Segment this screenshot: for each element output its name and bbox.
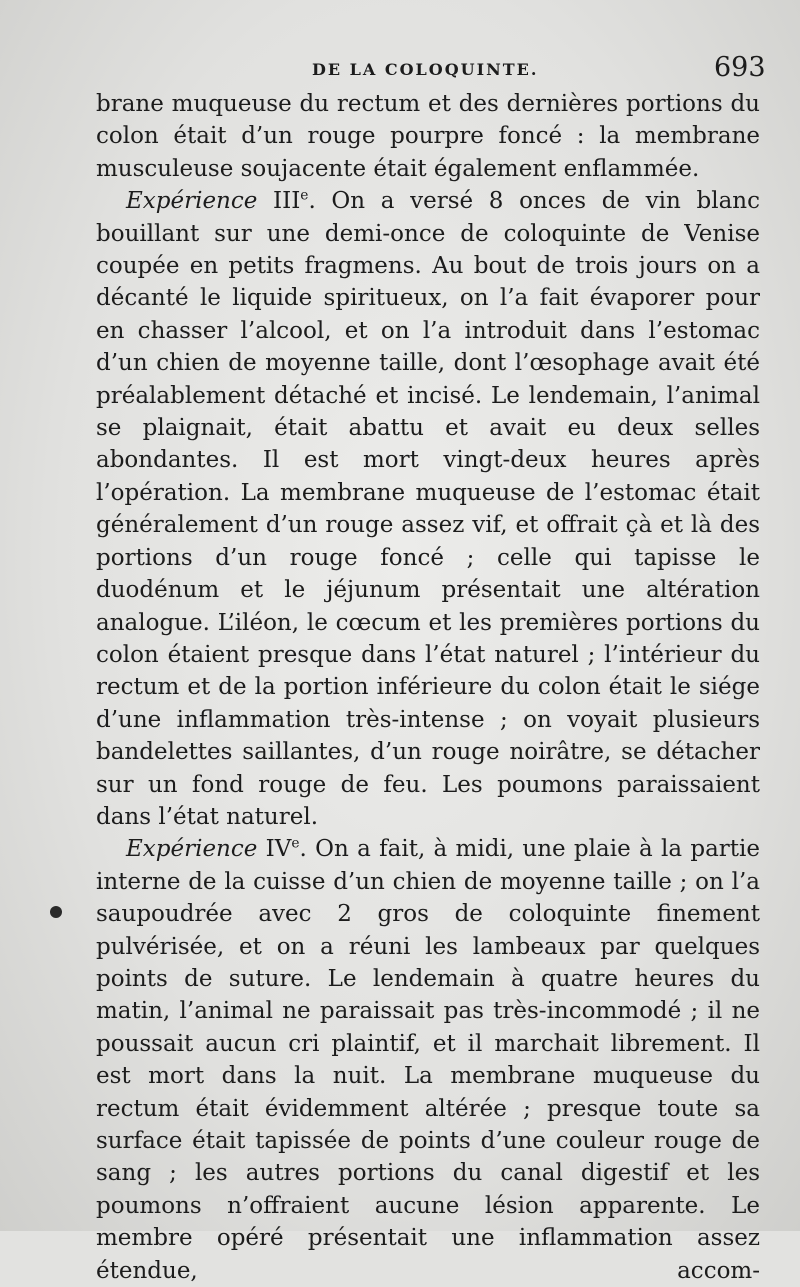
body-text bbox=[96, 88, 760, 1287]
experience-4-ordinal: IV bbox=[265, 836, 292, 863]
experience-3-label: Expérience bbox=[126, 188, 258, 215]
experience-3-text: . On a versé 8 onces de vin blanc bouillant sur une demi-once de coloquinte de Venise coupée en petits fragmens. Au bout de trois jours on a décanté le liquide spiritueux, on l’a fait évaporer pour en chasser l’alcool, et on l’a introduit dans l’estomac d’un chien de moyenne taille, dont l’œsophage avait été préalablement détaché et incisé. Le lendemain, l’animal se plaignait, était abattu et avait eu deux selles abondantes. Il est mort vingt-deux heures après l’opération. La membrane muqueuse de l’estomac était généralement d’un rouge assez vif, et offrait çà et là des portions d’un rouge foncé ; celle qui tapisse le duodénum et le jéjunum présentait une altération analogue. L’iléon, le cœcum et les premières portions du colon étaient presque dans l’état naturel ; l’intérieur du rectum et de la portion inférieure du colon était le siége d’une inflammation très-intense ; on voyait plusieurs bandelettes saillantes, d’un rouge noirâtre, se détacher sur un fond rouge de feu. Les poumons paraissaient dans l’état naturel. bbox=[96, 188, 760, 830]
experience-3-ordinal-sup: e bbox=[300, 187, 309, 204]
experience-4-label: Expérience bbox=[126, 836, 258, 863]
experience-3-ordinal: III bbox=[273, 188, 301, 215]
page-header bbox=[0, 52, 800, 88]
paragraph-1-text: brane muqueuse du rectum et des dernières portions du colon était d’un rouge pourpre foncé : la membrane musculeuse soujacente était également enflammée. bbox=[96, 91, 760, 182]
page-number: 693 bbox=[714, 52, 766, 83]
paragraph-continuation bbox=[96, 88, 760, 185]
running-head: DE LA COLOQUINTE. bbox=[312, 60, 539, 79]
paragraph-experience-3 bbox=[96, 185, 760, 833]
paragraph-experience-4 bbox=[96, 833, 760, 1287]
ink-spot bbox=[50, 906, 62, 918]
experience-4-text: . On a fait, à midi, une plaie à la partie interne de la cuisse d’un chien de moyenne taille ; on l’a saupoudrée avec 2 gros de coloquinte finement pulvérisée, et on a réuni les lambeaux par quelques points de suture. Le lendemain à quatre heures du matin, l’animal ne paraissait pas très-incommodé ; il ne poussait aucun cri plaintif, et il marchait librement. Il est mort dans la nuit. La membrane muqueuse du rectum était évidemment altérée ; presque toute sa surface était tapissée de points d’une couleur rouge de sang ; les autres portions du canal digestif et les poumons n’offraient aucune lésion apparente. Le membre opéré présentait une inflammation assez étendue, accom- bbox=[96, 836, 760, 1284]
experience-4-ordinal-sup: e bbox=[291, 835, 300, 852]
